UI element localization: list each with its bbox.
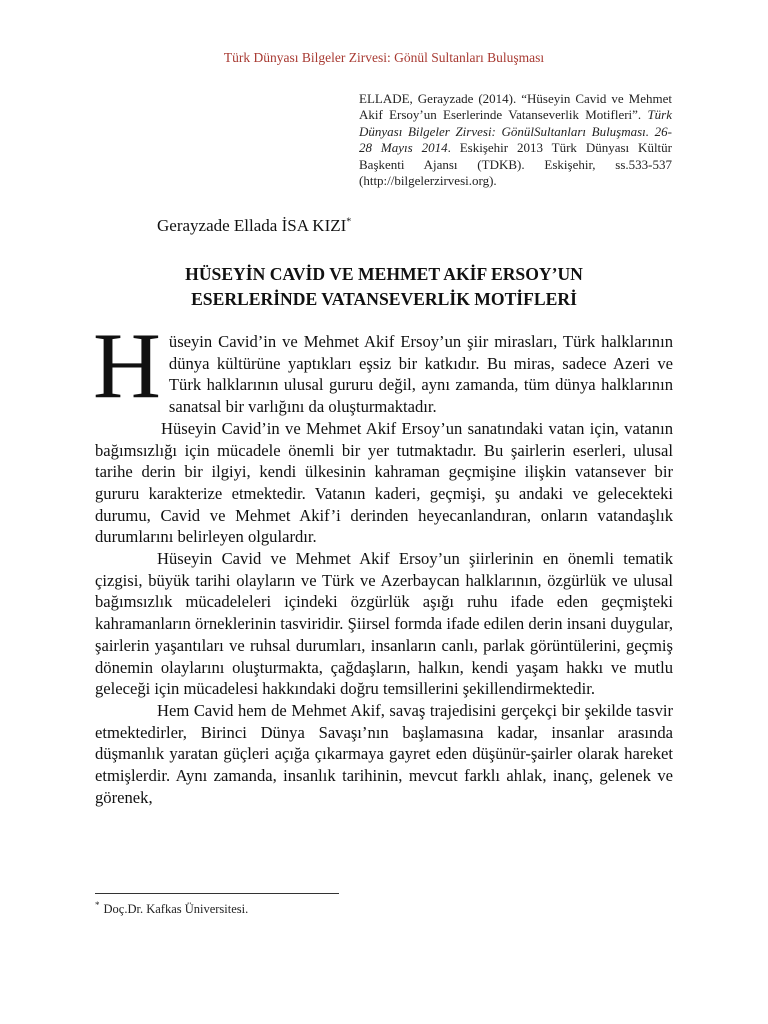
title-line-1: HÜSEYİN CAVİD VE MEHMET AKİF ERSOY’UN <box>185 264 583 284</box>
author-line <box>157 216 351 236</box>
citation-source-italic: Türk Dünyası Bilgeler Zirvesi: GönülSultanları Buluşması. 26-28 Mayıs 2014 <box>359 107 672 156</box>
article-title <box>95 262 673 312</box>
paragraph-3: Hüseyin Cavid ve Mehmet Akif Ersoy’un şiirlerinin en önemli tematik çizgisi, büyük tarihi olayların ve Türk ve Azerbaycan halklarının, özgürlük ve ulusal bağımsızlık mücadeleleri içindeki özgürlük aşığı ruhu ifade eden geçmişteki kahramanların örneklerinin tasviridir. Şiirsel formda ifade edilen derin insani duygular, şairlerin yaşantıları ve ruhsal durumları, insanların canlı, parlak görüntülerini, geçmiş dönemin olaylarını oluşturmakta, çağdaşların, halkın, kendi yaşam hakkı ve mutlu geleceği için mücadelesi hakkındaki doğru temsillerini şekillendirmektedir. <box>95 549 673 699</box>
running-header: Türk Dünyası Bilgeler Zirvesi: Gönül Sultanları Buluşması <box>223 50 545 65</box>
citation-text-end: . Eskişehir 2013 Türk Dünyası Kültür Başkenti Ajansı (TDKB). Eskişehir, ss.533-537 (http://bilgelerzirvesi.org). <box>359 140 673 189</box>
paragraph-4: Hem Cavid hem de Mehmet Akif, savaş trajedisini gerçekçi bir şekilde tasvir etmektedirler, Birinci Dünya Savaşı’nın başlamasına kadar, insanlar arasında düşmanlık yaratan güçleri açığa çıkarmaya gayret eden düşünür-şairler olarak hareket etmişlerdir. Aynı zamanda, insanlık tarihinin, mevcut farklı ahlak, inanç, gelenek ve görenek, <box>95 700 673 807</box>
footnote-divider <box>95 893 339 894</box>
footnote <box>95 899 249 917</box>
footnote-text: Doç.Dr. Kafkas Üniversitesi. <box>103 902 249 916</box>
paragraph-2: Hüseyin Cavid’in ve Mehmet Akif Ersoy’un sanatındaki vatan için, vatanın bağımsızlığı için mücadele önemli bir yer tutmaktadır. Bu şairlerin eserleri, ulusal tarihe derin bir ilgiyi, kendi ülkesinin kahraman geçmişine ilişkin vatansever bir gururu karakterize etmektedir. Vatanın kaderi, geçmişi, şu andaki ve gelecekteki durumu, Cavid ve Mehmet Akif’i derinden heyecanlandıran, onların vatandaşlık durumlarını belirleyen olgulardır. <box>95 418 673 547</box>
title-line-2: ESERLERİNDE VATANSEVERLİK MOTİFLERİ <box>191 289 577 309</box>
citation-block <box>359 91 672 189</box>
article-body <box>93 314 673 808</box>
author-name: Gerayzade Ellada İSA KIZI <box>157 216 347 235</box>
paragraph-1-text: üseyin Cavid’in ve Mehmet Akif Ersoy’un şiir mirasları, Türk halklarının dünya kültürüne yaptıkları eşsiz bir katkıdır. Bu miras, sadece Azeri ve Türk halklarının ulusal gururu değil, aynı zamanda, tüm dünya halklarının sanatsal bir varlığını da oluşturmaktadır. <box>168 332 673 417</box>
citation-text: ELLADE, Gerayzade (2014). “Hüseyin Cavid ve Mehmet Akif Ersoy’un Eserlerinde Vatanseverlik Motifleri”. <box>359 91 672 123</box>
author-footnote-mark: * <box>346 216 352 228</box>
paragraph-1 <box>93 314 673 418</box>
drop-cap: H <box>93 314 161 418</box>
footnote-mark: * <box>95 899 100 910</box>
